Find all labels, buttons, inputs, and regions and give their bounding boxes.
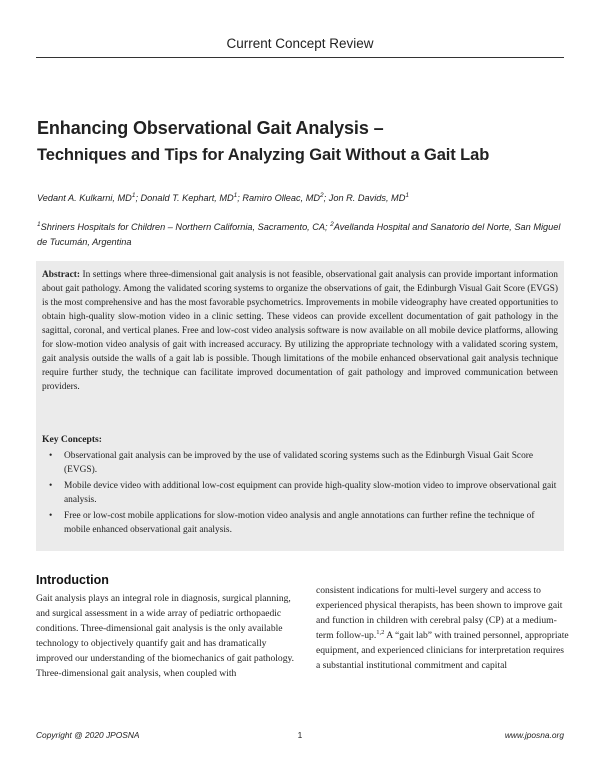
author-name: Jon R. Davids, MD [328,193,406,203]
author-affiliation-mark: 1 [405,191,409,199]
key-concept-text: Mobile device video with additional low-cost equipment can provide high-quality slow-motion video to improve observational gait analysis. [64,481,557,505]
author-list [37,193,409,203]
key-concept-text: Observational gait analysis can be improved by the use of validated scoring systems such as the Edinburgh Visual Gait Score (EVGS). [64,451,534,475]
key-concepts-list [42,449,558,539]
affiliation-mark: 2 [330,220,334,228]
author-name: Ramiro Olleac, MD [242,193,321,203]
introduction-column-right [316,583,570,673]
affiliations [37,220,567,250]
introduction-text: A “gait lab” with trained personnel, appropriate equipment, and experienced clinicians for interpretation requires a substantial institutional commitment and capital [316,630,569,671]
author-affiliation-mark: 2 [320,191,324,199]
paper-title-line1: Enhancing Observational Gait Analysis – [37,118,384,138]
introduction-heading: Introduction [36,573,109,587]
citation-mark: 1,2 [376,628,385,636]
key-concept-item [42,509,558,537]
key-concepts-heading: Key Concepts: [42,434,102,445]
abstract [42,268,558,394]
author-affiliation-mark: 1 [131,191,136,199]
affiliation-mark: 1 [37,220,41,228]
footer-copyright: Copyright @ 2020 JPOSNA [36,730,140,740]
author-name: Vedant A. Kulkarni, MD [37,193,132,203]
key-concept-item [42,479,558,507]
affiliation-text: Avellanda Hospital and Sanatorio del Norte, San Miguel de Tucumán, Argentina [37,222,561,247]
paper-title-line2: Techniques and Tips for Analyzing Gait Without a Gait Lab [37,146,490,164]
affiliation-text: Shriners Hospitals for Children – Northern California, Sacramento, CA; [40,222,331,232]
header-rule [36,57,564,58]
abstract-label: Abstract: [42,270,81,280]
author-separator: ; [135,193,141,203]
key-concept-text: Free or low-cost mobile applications for slow-motion video analysis and angle annotations can further refine the technique of mobile enhanced observational gait analysis. [64,511,535,535]
author-separator: ; [237,193,243,203]
author-affiliation-mark: 1 [233,191,238,199]
footer-website: www.jposna.org [504,730,564,740]
introduction-column-left: Gait analysis plays an integral role in diagnosis, surgical planning, and surgical assessment in a wide array of pediatric orthopaedic conditions. Three-dimensional gait analysis is the only available technology to objectively quantify gait and has dramatically improved our understanding of the biomechanics of gait pathology. Three-dimensional gait analysis, when coupled with [36,593,295,679]
author-name: Donald T. Kephart, MD [140,193,234,203]
running-header: Current Concept Review [226,36,374,51]
bullet-icon: • [49,451,53,461]
author-separator: ; [323,193,329,203]
page-number: 1 [297,730,303,740]
abstract-body: In settings where three-dimensional gait analysis is not feasible, observational gait analysis can provide important information about gait pathology. Among the validated scoring systems to organize the observations of gait, the Edinburgh Visual Gait Score (EVGS) is the most comprehensive and has the most favorable psychometrics. Improvements in mobile videography have created opportunities to obtain high-quality slow-motion video in a clinic setting. These videos can provide excellent documentation of gait pathology in the sagittal, coronal, and vertical planes. Free and low-cost video analysis software is now available on all mobile device platforms, allowing for slow-motion video analysis of gait with increased accuracy. By utilizing the appropriate technology with a validated scoring system, gait analysis outside the walls of a gait lab is possible. Though limitations of the mobile enhanced observational gait analysis technique require further study, the technique can facilitate improved documentation of gait pathology and improved communication between providers. [42,270,559,392]
bullet-icon: • [49,511,53,521]
bullet-icon: • [49,481,53,491]
introduction-text: consistent indications for multi-level surgery and access to experienced physical therapists, has been shown to improve gait and function in children with cerebral palsy (CP) at a medium-term follow-up. [316,585,563,641]
key-concept-item [42,449,558,477]
